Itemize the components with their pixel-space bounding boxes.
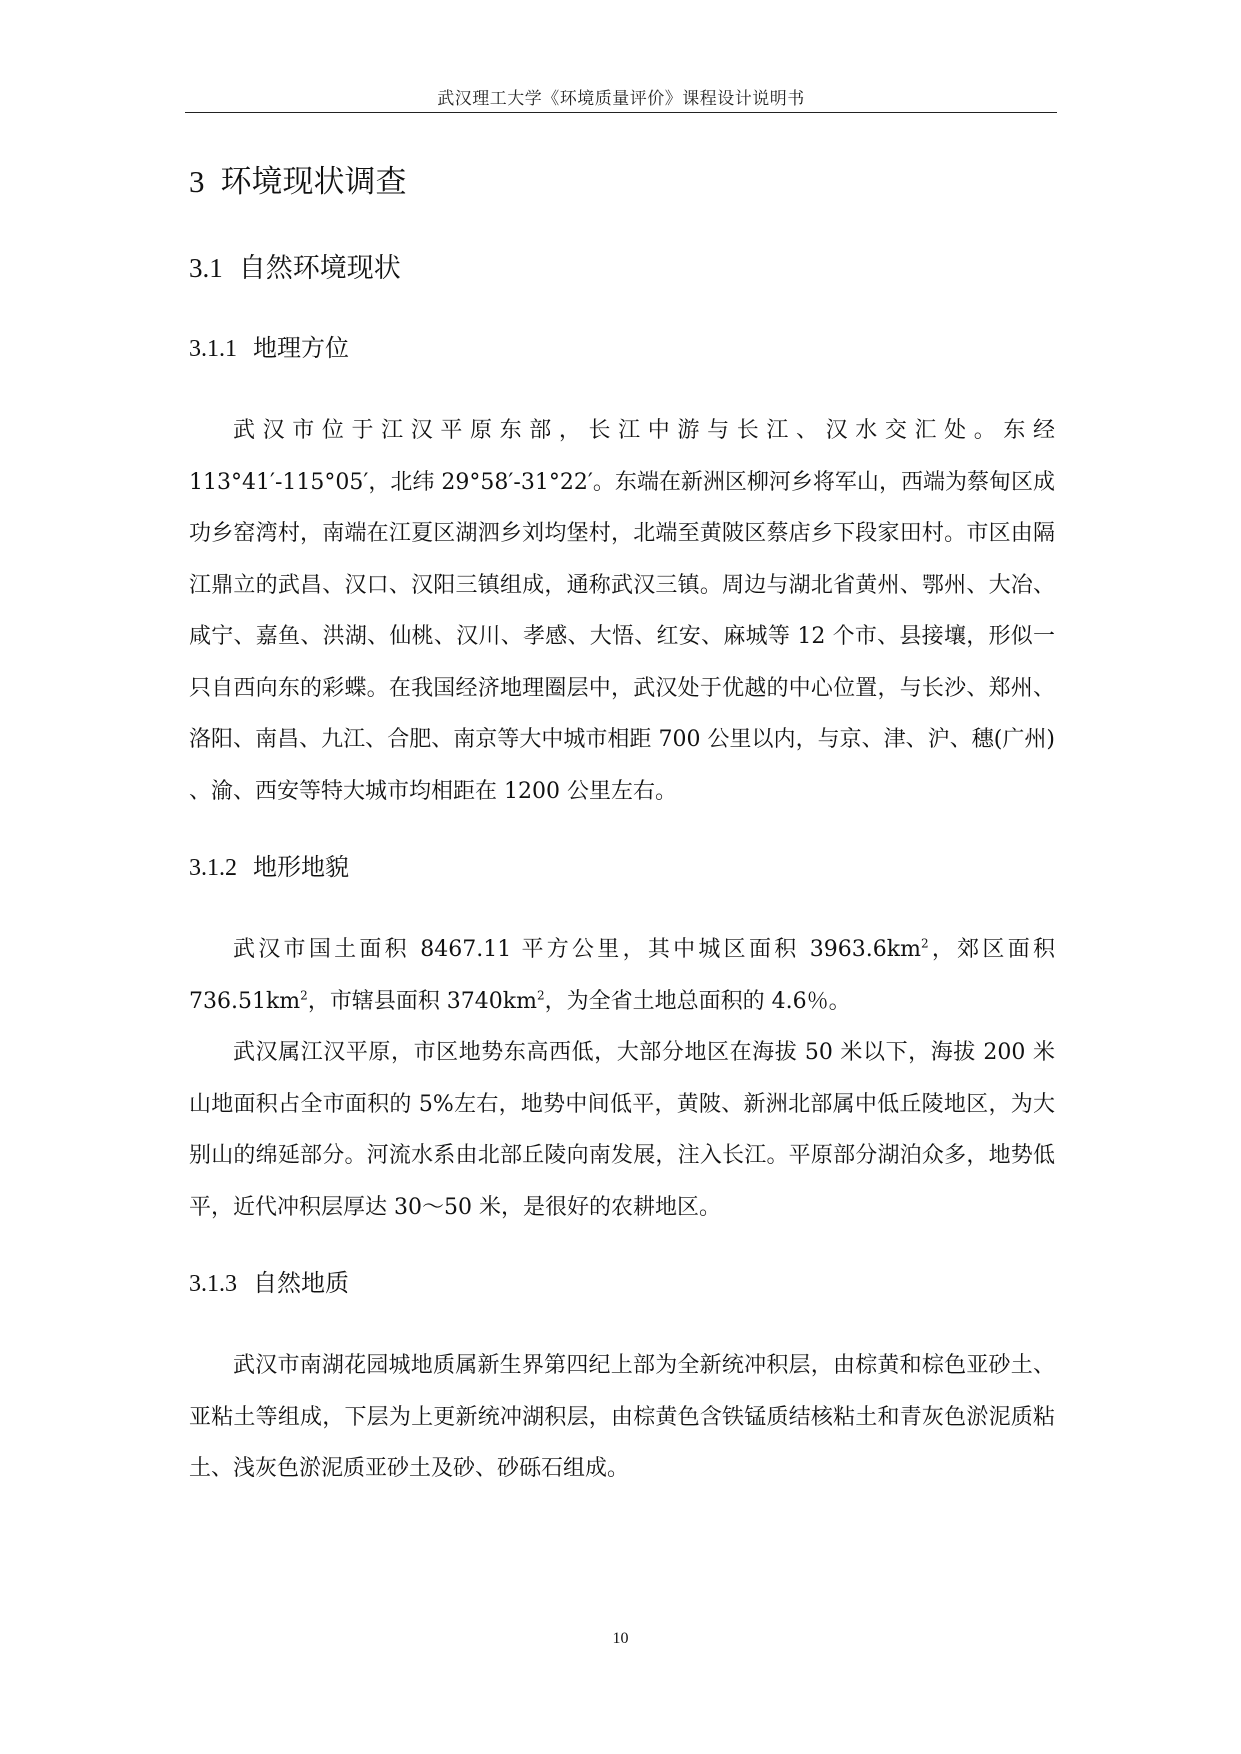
body-paragraph: 武汉属江汉平原，市区地势东高西低，大部分地区在海拔 50 米以下，海拔 200 米山地面积占全市面积的 5%左右，地势中间低平，黄陂、新洲北部属中低丘陵地区，为大别山的绵延部分。河流水系由北部丘陵向南发展，注入长江。平原部分湖泊众多，地势低平，近代冲积层厚达 30～50 米，是很好的农耕地区。 bbox=[189, 1040, 1055, 1220]
subsection-number: 3.1.3 bbox=[189, 1271, 237, 1297]
section-heading bbox=[189, 248, 1055, 304]
area-text-1: 武汉市国土面积 8467.11 平方公里，其中城区面积 3963.6km bbox=[233, 937, 921, 962]
subsection-number: 3.1.1 bbox=[189, 336, 237, 362]
chapter-heading bbox=[189, 160, 1055, 220]
subsection-title: 自然地质 bbox=[253, 1269, 349, 1297]
section-title: 自然环境现状 bbox=[238, 253, 401, 284]
area-text-4: ，为全省土地总面积的 4.6％。 bbox=[544, 988, 851, 1014]
subsection-heading-terrain bbox=[189, 849, 1055, 886]
subsection-heading-geology bbox=[189, 1265, 1055, 1302]
subsection-heading-geography bbox=[189, 330, 1055, 367]
chapter-number: 3 bbox=[189, 164, 205, 199]
subsection-title: 地理方位 bbox=[253, 334, 349, 362]
section-number: 3.1 bbox=[189, 253, 223, 283]
page-header: 武汉理工大学《环境质量评价》课程设计说明书 bbox=[437, 89, 805, 109]
subsection-body-geology bbox=[189, 1340, 1055, 1495]
superscript: 2 bbox=[300, 988, 308, 1003]
page-number: 10 bbox=[612, 1630, 629, 1647]
superscript: 2 bbox=[920, 936, 929, 951]
area-text-3: ，市辖县面积 3740km bbox=[307, 988, 537, 1014]
subsection-title: 地形地貌 bbox=[253, 853, 349, 881]
area-text-2: ，郊区面积 736.51km bbox=[189, 937, 1055, 1014]
subsection-body-geography bbox=[189, 405, 1055, 817]
chapter-title: 环境现状调查 bbox=[220, 164, 407, 200]
superscript: 2 bbox=[537, 988, 545, 1003]
body-paragraph: 武汉市南湖花园城地质属新生界第四纪上部为全新统冲积层，由棕黄和棕色亚砂土、亚粘土等组成，下层为上更新统冲湖积层，由棕黄色含铁锰质结核粘土和青灰色淤泥质粘土、浅灰色淤泥质亚砂土及砂、砂砾石组成。 bbox=[189, 1353, 1055, 1481]
subsection-number: 3.1.2 bbox=[189, 855, 237, 881]
document-body bbox=[189, 160, 1055, 1495]
header-rule bbox=[185, 112, 1057, 113]
subsection-body-terrain bbox=[189, 924, 1055, 1233]
area-paragraph bbox=[189, 924, 1055, 1027]
body-paragraph: 武汉市位于江汉平原东部，长江中游与长江、汉水交汇处。东经 113°41′-115°05′，北纬 29°58′-31°22′。东端在新洲区柳河乡将军山，西端为蔡甸区成功乡窑湾村，南端在江夏区湖泗乡刘均堡村，北端至黄陂区蔡店乡下段家田村。市区由隔江鼎立的武昌、汉口、汉阳三镇组成，通称武汉三镇。周边与湖北省黄州、鄂州、大冶、咸宁、嘉鱼、洪湖、仙桃、汉川、孝感、大悟、红安、麻城等 12 个市、县接壤，形似一只自西向东的彩蝶。在我国经济地理圈层中，武汉处于优越的中心位置，与长沙、郑州、洛阳、南昌、九江、合肥、南京等大中城市相距 700 公里以内，与京、津、沪、穗(广州) 、渝、西安等特大城市均相距在 1200 公里左右。 bbox=[189, 418, 1055, 804]
